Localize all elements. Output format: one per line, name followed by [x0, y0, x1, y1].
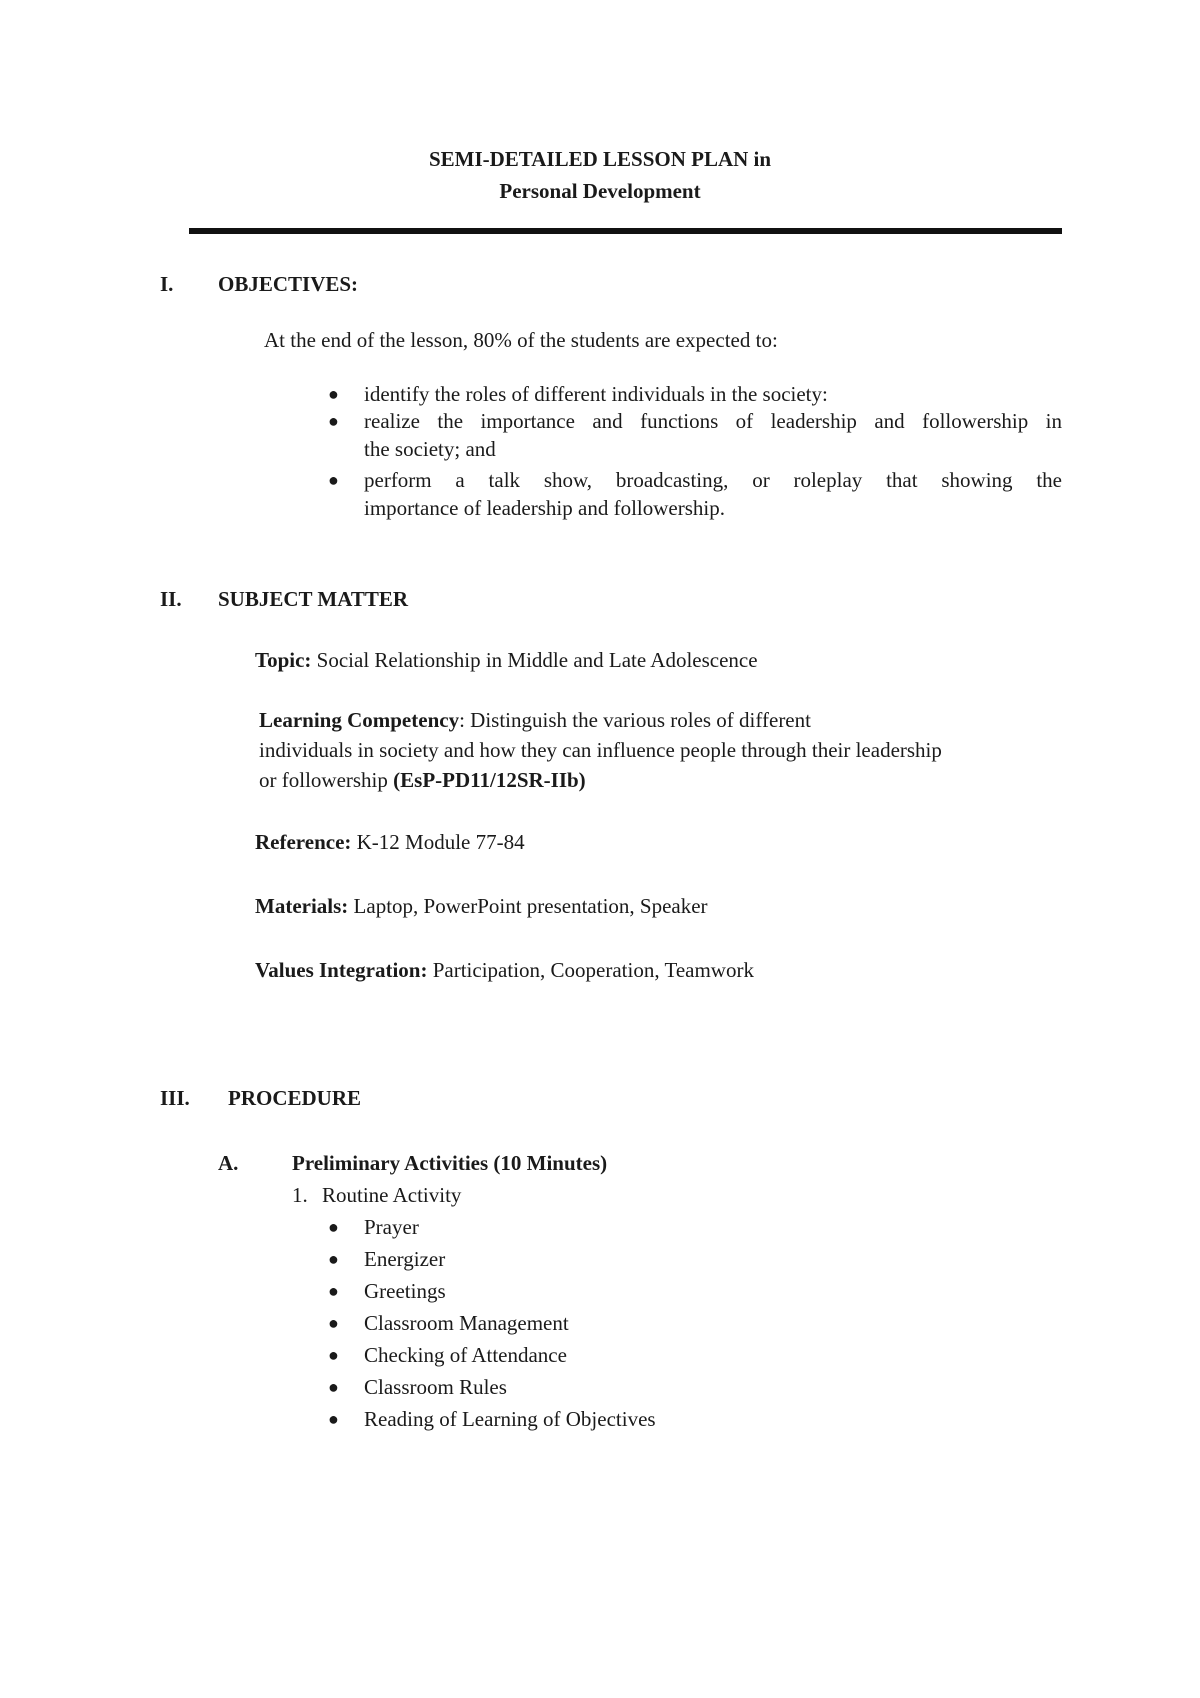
bullet-icon: ● — [328, 1377, 339, 1397]
objective-line: realize the importance and functions of leadership and followership in — [364, 409, 1062, 433]
title-divider — [189, 228, 1062, 234]
reference-label: Reference: — [255, 830, 352, 854]
routine-item: Greetings — [364, 1279, 446, 1303]
materials-line — [255, 894, 708, 919]
routine-item: Prayer — [364, 1215, 419, 1239]
bullet-icon: ● — [328, 1249, 339, 1269]
competency-text: : Distinguish the various roles of different — [459, 708, 811, 732]
routine-item: Energizer — [364, 1247, 446, 1271]
routine-item: Checking of Attendance — [364, 1343, 567, 1367]
values-line — [255, 958, 754, 983]
competency-text: or followership — [259, 768, 394, 792]
bullet-icon: ● — [328, 470, 339, 490]
routine-item: Classroom Rules — [364, 1375, 507, 1399]
values-label: Values Integration: — [255, 958, 428, 982]
routine-item: Classroom Management — [364, 1311, 569, 1335]
topic-label: Topic: — [255, 648, 312, 672]
bullet-icon: ● — [328, 1409, 339, 1429]
reference-line — [255, 830, 525, 855]
item-label: Routine Activity — [322, 1183, 462, 1207]
section-numeral-subject-matter: II. — [160, 587, 182, 611]
competency-code: (EsP-PD11/12SR-IIb) — [393, 768, 586, 792]
reference-value: K-12 Module 77-84 — [351, 830, 525, 854]
bullet-icon: ● — [328, 1281, 339, 1301]
values-value: Participation, Cooperation, Teamwork — [427, 958, 754, 982]
item-number: 1. — [292, 1183, 308, 1207]
bullet-icon: ● — [328, 1217, 339, 1237]
competency-line-1 — [259, 708, 811, 733]
topic-line — [255, 648, 758, 673]
objective-line: perform a talk show, broadcasting, or roleplay that showing the — [364, 468, 1062, 492]
document-title: SEMI-DETAILED LESSON PLAN in — [428, 147, 772, 171]
materials-label: Materials: — [255, 894, 349, 918]
bullet-icon: ● — [328, 1313, 339, 1333]
subsection-heading: Preliminary Activities (10 Minutes) — [292, 1151, 608, 1175]
section-numeral-objectives: I. — [160, 272, 174, 296]
bullet-icon: ● — [328, 411, 339, 431]
objectives-intro: At the end of the lesson, 80% of the students are expected to: — [264, 328, 778, 352]
competency-line-3 — [259, 768, 586, 793]
competency-label: Learning Competency — [259, 708, 460, 732]
materials-value: Laptop, PowerPoint presentation, Speaker — [348, 894, 708, 918]
document-subtitle: Personal Development — [499, 179, 701, 203]
topic-value: Social Relationship in Middle and Late Adolescence — [311, 648, 758, 672]
subsection-letter: A. — [218, 1151, 239, 1175]
section-numeral-procedure: III. — [160, 1086, 190, 1110]
section-heading-subject-matter: SUBJECT MATTER — [218, 587, 409, 611]
objective-line: identify the roles of different individuals in the society: — [364, 382, 828, 406]
objective-line: importance of leadership and followership. — [364, 496, 725, 520]
bullet-icon: ● — [328, 1345, 339, 1365]
section-heading-objectives: OBJECTIVES: — [218, 272, 359, 296]
objective-line: the society; and — [364, 437, 496, 461]
bullet-icon: ● — [328, 384, 339, 404]
section-heading-procedure: PROCEDURE — [228, 1086, 362, 1110]
competency-line-2: individuals in society and how they can influence people through their leadership — [259, 738, 942, 762]
routine-item: Reading of Learning of Objectives — [364, 1407, 656, 1431]
